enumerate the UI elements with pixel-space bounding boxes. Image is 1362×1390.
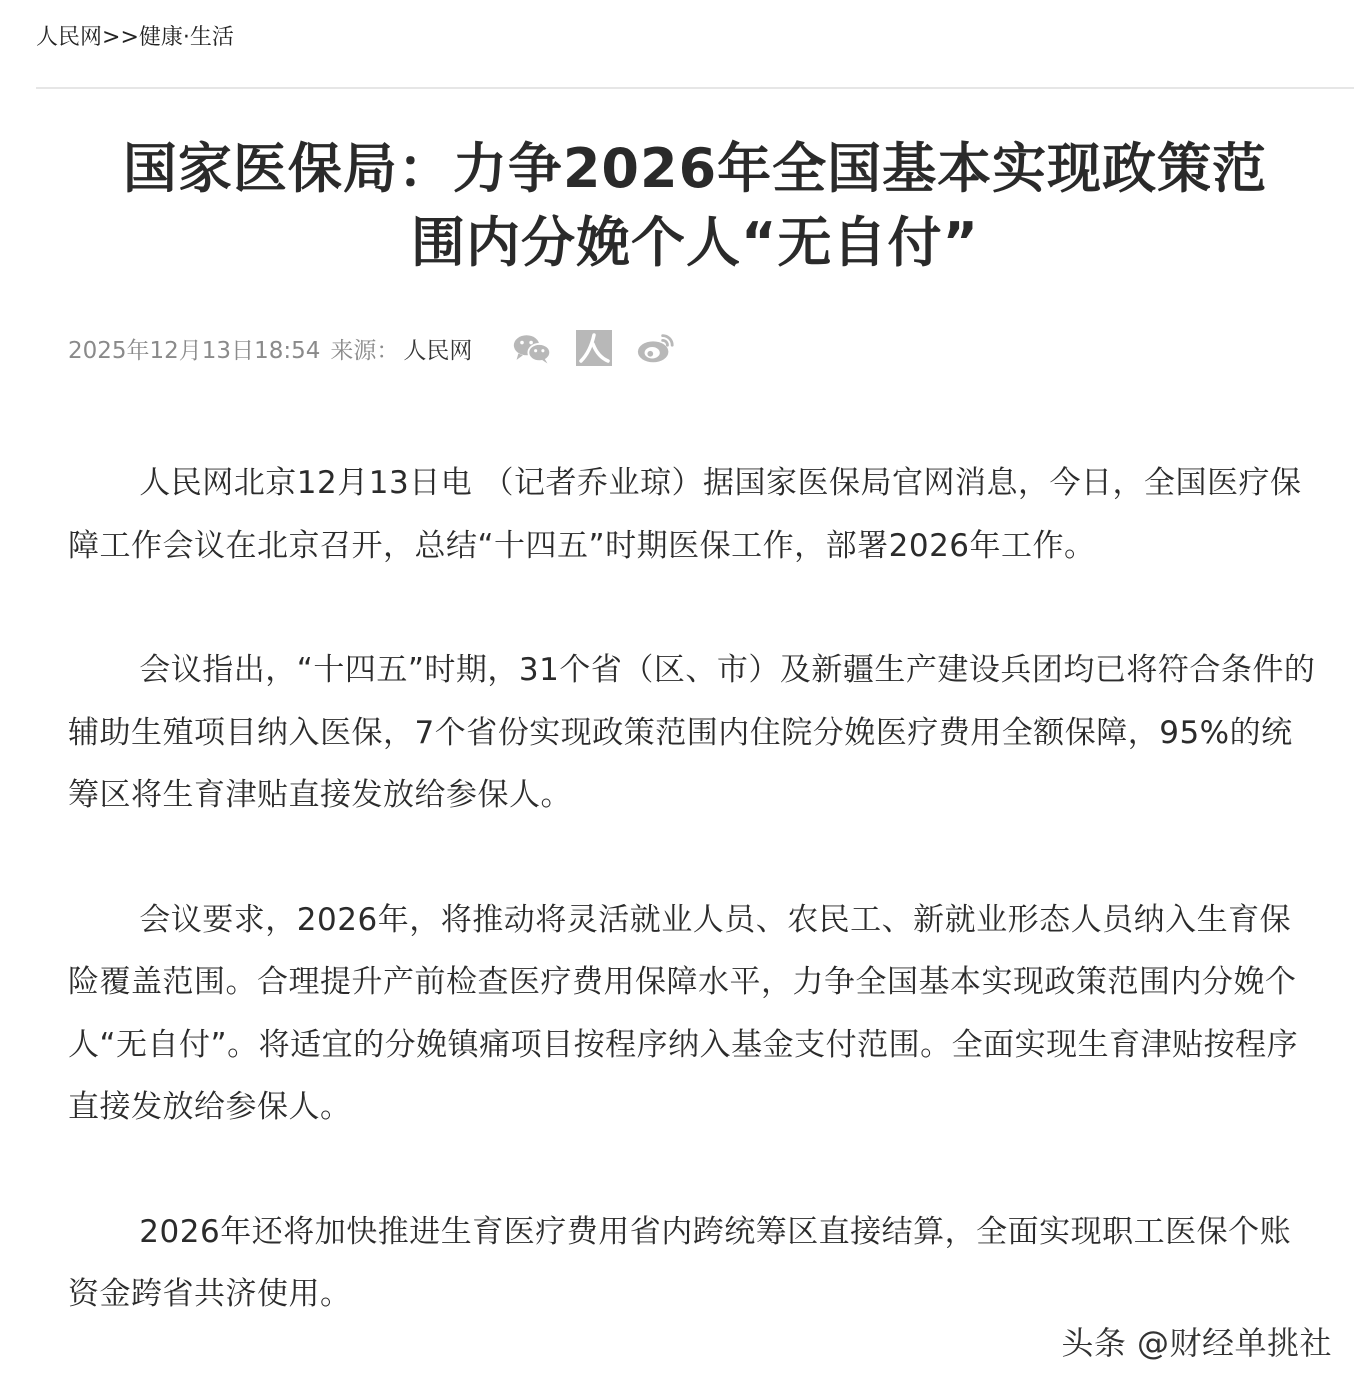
header-divider	[36, 87, 1354, 89]
wechat-icon[interactable]	[512, 330, 552, 366]
people-app-icon[interactable]	[574, 330, 614, 366]
source-link[interactable]: 人民网	[403, 337, 473, 364]
article-title-line-2: 围内分娩个人“无自付”	[411, 211, 979, 274]
source-label: 来源：	[330, 337, 400, 364]
article-body	[68, 452, 1318, 1388]
article-paragraph-3: 会议要求，2026年，将推动将灵活就业人员、农民工、新就业形态人员纳入生育保险覆盖范围。合理提升产前检查医疗费用保障水平，力争全国基本实现政策范围内分娩个人“无自付”。将适宜的分娩镇痛项目按程序纳入基金支付范围。全面实现生育津贴按程序直接发放给参保人。	[68, 901, 1299, 1125]
share-bar	[512, 330, 676, 366]
article-paragraph-4: 2026年还将加快推进生育医疗费用省内跨统筹区直接结算，全面实现职工医保个账资金跨省共济使用。	[68, 1213, 1292, 1312]
breadcrumb-section-link[interactable]: 健康·生活	[138, 25, 234, 50]
article-title-line-1: 国家医保局：力争2026年全国基本实现政策范	[122, 137, 1268, 200]
article-title	[60, 132, 1330, 280]
article-paragraph-1: 人民网北京12月13日电 （记者乔业琼）据国家医保局官网消息，今日，全国医疗保障工作会议在北京召开，总结“十四五”时期医保工作，部署2026年工作。	[68, 465, 1302, 564]
breadcrumb	[36, 22, 234, 54]
breadcrumb-separator: >>	[102, 25, 139, 50]
publish-datetime: 2025年12月13日18:54	[68, 337, 321, 364]
watermark: 头条 @财经单挑社	[1061, 1324, 1332, 1362]
article-meta	[68, 328, 676, 368]
weibo-icon[interactable]	[636, 330, 676, 366]
article-paragraph-2: 会议指出，“十四五”时期，31个省（区、市）及新疆生产建设兵团均已将符合条件的辅助生殖项目纳入医保，7个省份实现政策范围内住院分娩医疗费用全额保障，95%的统筹区将生育津贴直接发放给参保人。	[68, 652, 1316, 813]
breadcrumb-site-link[interactable]: 人民网	[36, 25, 103, 50]
